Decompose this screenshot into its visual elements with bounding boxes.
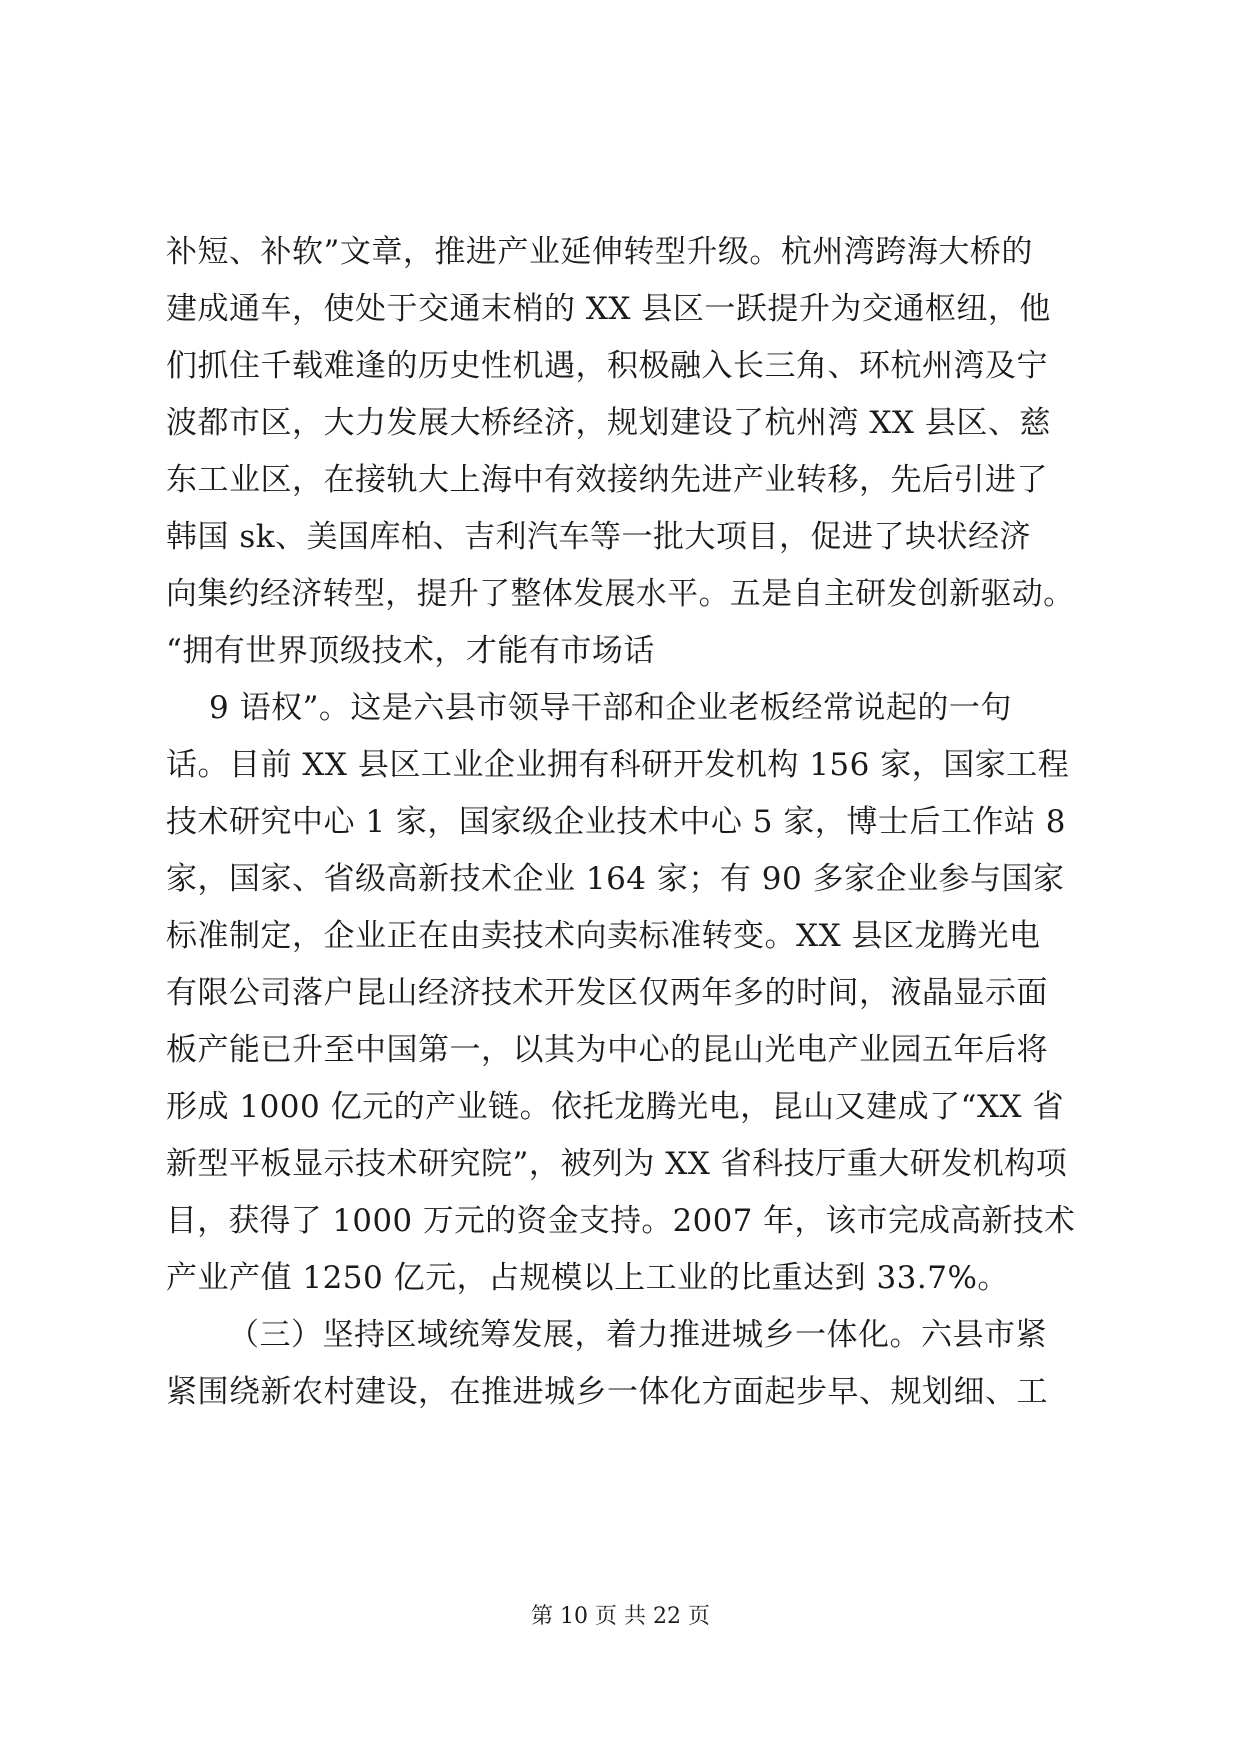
text-line: 技术研究中心 1 家，国家级企业技术中心 5 家，博士后工作站 8 bbox=[166, 804, 1066, 840]
text-line: 建成通车，使处于交通末梢的 XX 县区一跃提升为交通枢纽，他 bbox=[166, 291, 1051, 327]
text-line: 板产能已升至中国第一，以其为中心的昆山光电产业园五年后将 bbox=[166, 1032, 1048, 1068]
text-line: （三）坚持区域统筹发展，着力推进城乡一体化。六县市紧 bbox=[228, 1317, 1047, 1353]
text-line: 们抓住千载难逢的历史性机遇，积极融入长三角、环杭州湾及宁 bbox=[166, 348, 1048, 384]
text-line: “拥有世界顶级技术，才能有市场话 bbox=[166, 633, 655, 669]
text-line: 补短、补软”文章，推进产业延伸转型升级。杭州湾跨海大桥的 bbox=[166, 234, 1033, 270]
text-line: 有限公司落户昆山经济技术开发区仅两年多的时间，液晶显示面 bbox=[166, 975, 1048, 1011]
text-line: 9 语权”。这是六县市领导干部和企业老板经常说起的一句 bbox=[209, 690, 1012, 726]
text-line: 韩国 sk、美国库柏、吉利汽车等一批大项目，促进了块状经济 bbox=[166, 519, 1032, 555]
text-line: 目，获得了 1000 万元的资金支持。2007 年，该市完成高新技术 bbox=[166, 1203, 1076, 1239]
text-line: 波都市区，大力发展大桥经济，规划建设了杭州湾 XX 县区、慈 bbox=[166, 405, 1051, 441]
text-line: 话。目前 XX 县区工业企业拥有科研开发机构 156 家，国家工程 bbox=[166, 747, 1070, 783]
text-line: 新型平板显示技术研究院”，被列为 XX 省科技厅重大研发机构项 bbox=[166, 1146, 1068, 1182]
text-line: 标准制定，企业正在由卖技术向卖标准转变。XX 县区龙腾光电 bbox=[166, 918, 1041, 954]
text-line: 家，国家、省级高新技术企业 164 家；有 90 多家企业参与国家 bbox=[166, 861, 1065, 897]
page-number: 第 10 页 共 22 页 bbox=[531, 1604, 710, 1629]
text-line: 产业产值 1250 亿元，占规模以上工业的比重达到 33.7%。 bbox=[166, 1260, 1009, 1296]
text-line: 向集约经济转型，提升了整体发展水平。五是自主研发创新驱动。 bbox=[166, 576, 1075, 612]
text-line: 形成 1000 亿元的产业链。依托龙腾光电，昆山又建成了“XX 省 bbox=[166, 1089, 1064, 1125]
text-line: 紧围绕新农村建设，在推进城乡一体化方面起步早、规划细、工 bbox=[166, 1374, 1048, 1410]
text-line: 东工业区，在接轨大上海中有效接纳先进产业转移，先后引进了 bbox=[166, 462, 1048, 498]
